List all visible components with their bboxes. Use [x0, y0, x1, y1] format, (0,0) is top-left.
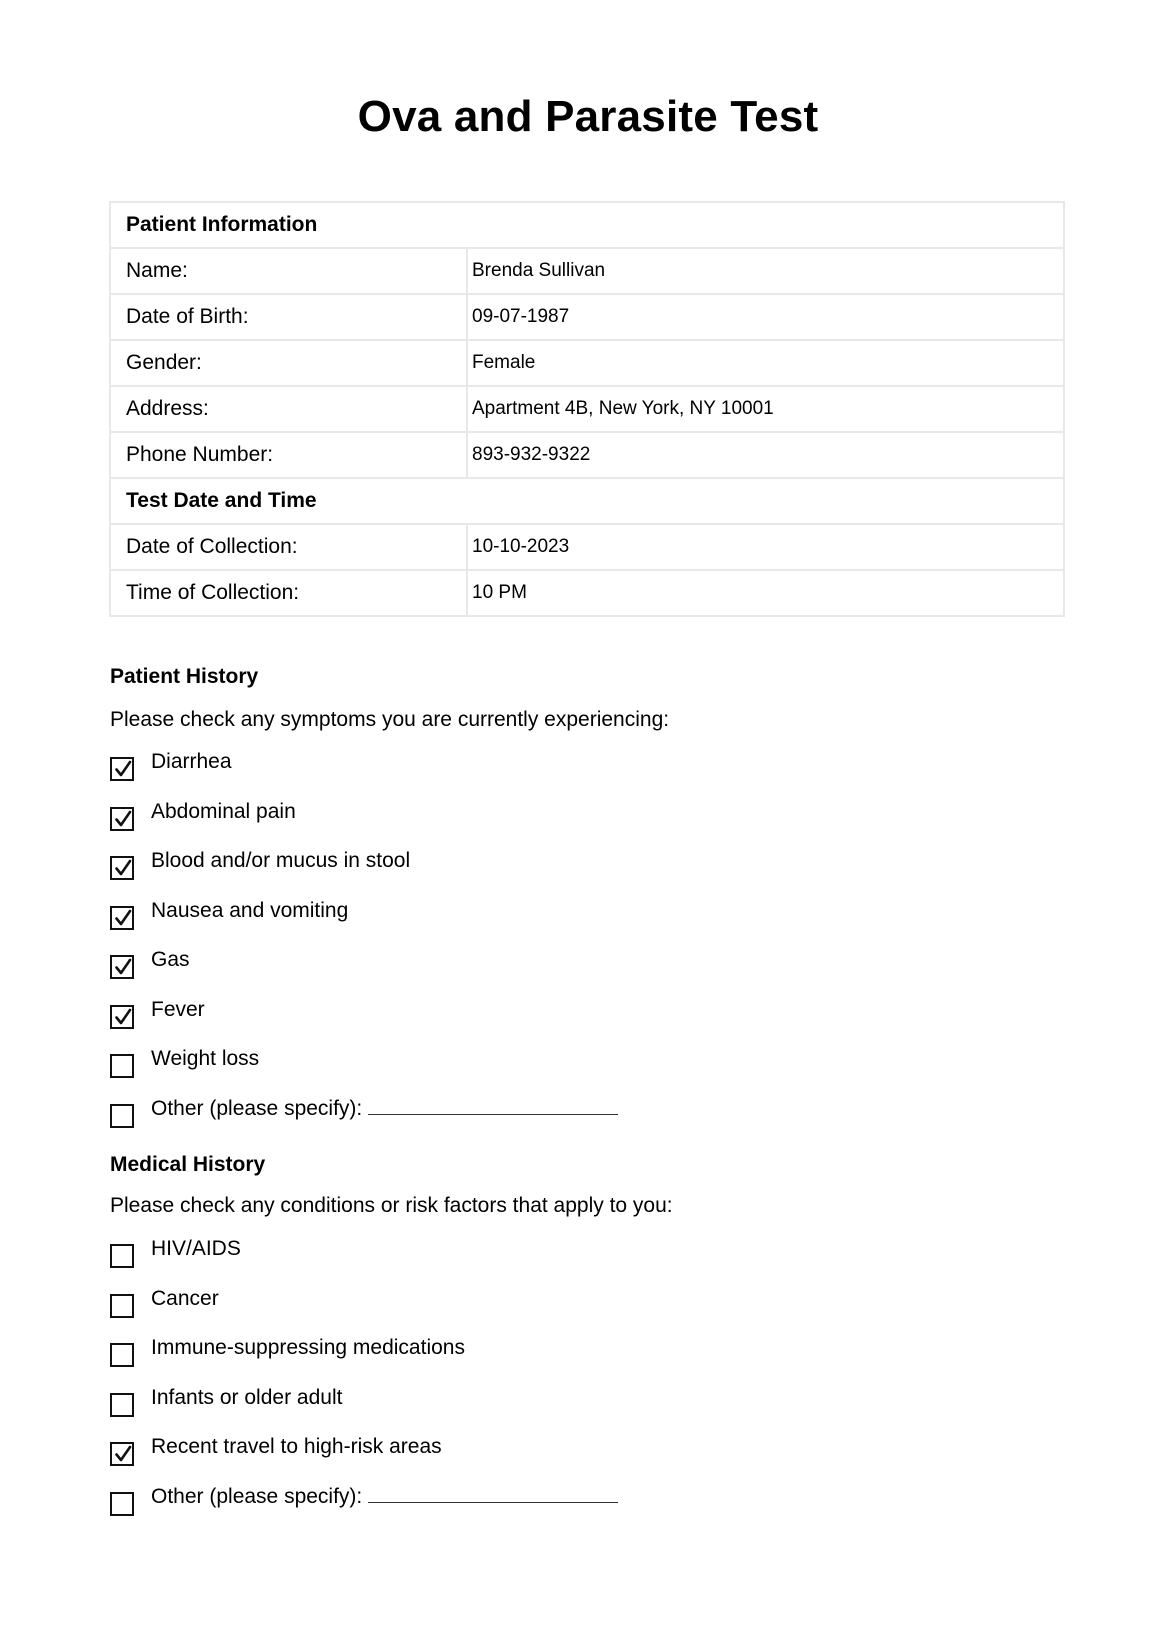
section-header-row [110, 202, 1064, 248]
checkbox-label-with-blank [151, 1484, 618, 1510]
checkmark-icon [114, 859, 132, 877]
checkbox-label: Nausea and vomiting [151, 898, 349, 922]
checkmark-icon [114, 958, 132, 976]
symptom-checkbox-blood-mucus[interactable] [110, 856, 134, 880]
table-row [110, 432, 1064, 478]
patient-history-instruction: Please check any symptoms you are currently experiencing: [110, 708, 670, 731]
checkbox-label: Diarrhea [151, 750, 232, 773]
checkbox-label-text: Other (please specify): [151, 1484, 363, 1508]
checkbox-label: Abdominal pain [151, 799, 296, 823]
other-condition-blank-line[interactable] [368, 1484, 618, 1503]
name-value[interactable]: Brenda Sullivan [467, 248, 1064, 294]
checkbox-label: Gas [151, 948, 190, 971]
symptom-checkbox-diarrhea[interactable] [110, 757, 134, 781]
document-title: Ova and Parasite Test [357, 92, 819, 141]
table-row [110, 248, 1064, 294]
gender-value[interactable]: Female [467, 340, 1064, 386]
symptom-checkbox-gas[interactable] [110, 955, 134, 979]
table-row [110, 386, 1064, 432]
condition-checkbox-travel[interactable] [110, 1442, 134, 1466]
symptom-checkbox-nausea[interactable] [110, 906, 134, 930]
checkmark-icon [114, 760, 132, 778]
test-date-time-header: Test Date and Time [110, 478, 1064, 524]
phone-value[interactable]: 893-932-9322 [467, 432, 1064, 478]
checkbox-label: Infants or older adult [151, 1385, 343, 1409]
patient-information-header: Patient Information [110, 202, 1064, 248]
symptom-checkbox-weight-loss[interactable] [110, 1054, 134, 1078]
checkbox-label: Blood and/or mucus in stool [151, 849, 411, 872]
checkmark-icon [114, 810, 132, 828]
other-symptom-blank-line[interactable] [368, 1096, 618, 1115]
checkbox-label: Recent travel to high-risk areas [151, 1435, 442, 1458]
collection-date-label: Date of Collection: [110, 524, 467, 570]
table-row [110, 524, 1064, 570]
checkmark-icon [114, 909, 132, 927]
collection-time-value[interactable]: 10 PM [467, 570, 1064, 616]
table-row [110, 570, 1064, 616]
condition-checkbox-other[interactable] [110, 1492, 134, 1516]
medical-history-instruction: Please check any conditions or risk factors that apply to you: [110, 1194, 673, 1217]
name-label: Name: [110, 248, 467, 294]
checkbox-label: Cancer [151, 1286, 219, 1310]
collection-time-label: Time of Collection: [110, 570, 467, 616]
patient-info-table [109, 201, 1065, 617]
checkmark-icon [114, 1445, 132, 1463]
checkbox-label-with-blank [151, 1096, 618, 1122]
checkbox-label-text: Other (please specify): [151, 1096, 363, 1120]
checkbox-label: Immune-suppressing medications [151, 1336, 465, 1359]
checkbox-label: Weight loss [151, 1047, 260, 1070]
checkbox-label: HIV/AIDS [151, 1237, 241, 1260]
dob-label: Date of Birth: [110, 294, 467, 340]
checkbox-label: Fever [151, 997, 205, 1021]
condition-checkbox-age[interactable] [110, 1393, 134, 1417]
table-row [110, 340, 1064, 386]
gender-label: Gender: [110, 340, 467, 386]
table-row [110, 294, 1064, 340]
address-label: Address: [110, 386, 467, 432]
checkmark-icon [114, 1008, 132, 1026]
symptom-checkbox-abdominal-pain[interactable] [110, 807, 134, 831]
address-value[interactable]: Apartment 4B, New York, NY 10001 [467, 386, 1064, 432]
collection-date-value[interactable]: 10-10-2023 [467, 524, 1064, 570]
medical-history-heading: Medical History [110, 1153, 266, 1176]
condition-checkbox-immune-meds[interactable] [110, 1343, 134, 1367]
patient-history-heading: Patient History [110, 665, 259, 688]
phone-label: Phone Number: [110, 432, 467, 478]
symptom-checkbox-other[interactable] [110, 1104, 134, 1128]
condition-checkbox-cancer[interactable] [110, 1294, 134, 1318]
section-header-row [110, 478, 1064, 524]
condition-checkbox-hiv-aids[interactable] [110, 1244, 134, 1268]
symptom-checkbox-fever[interactable] [110, 1005, 134, 1029]
dob-value[interactable]: 09-07-1987 [467, 294, 1064, 340]
